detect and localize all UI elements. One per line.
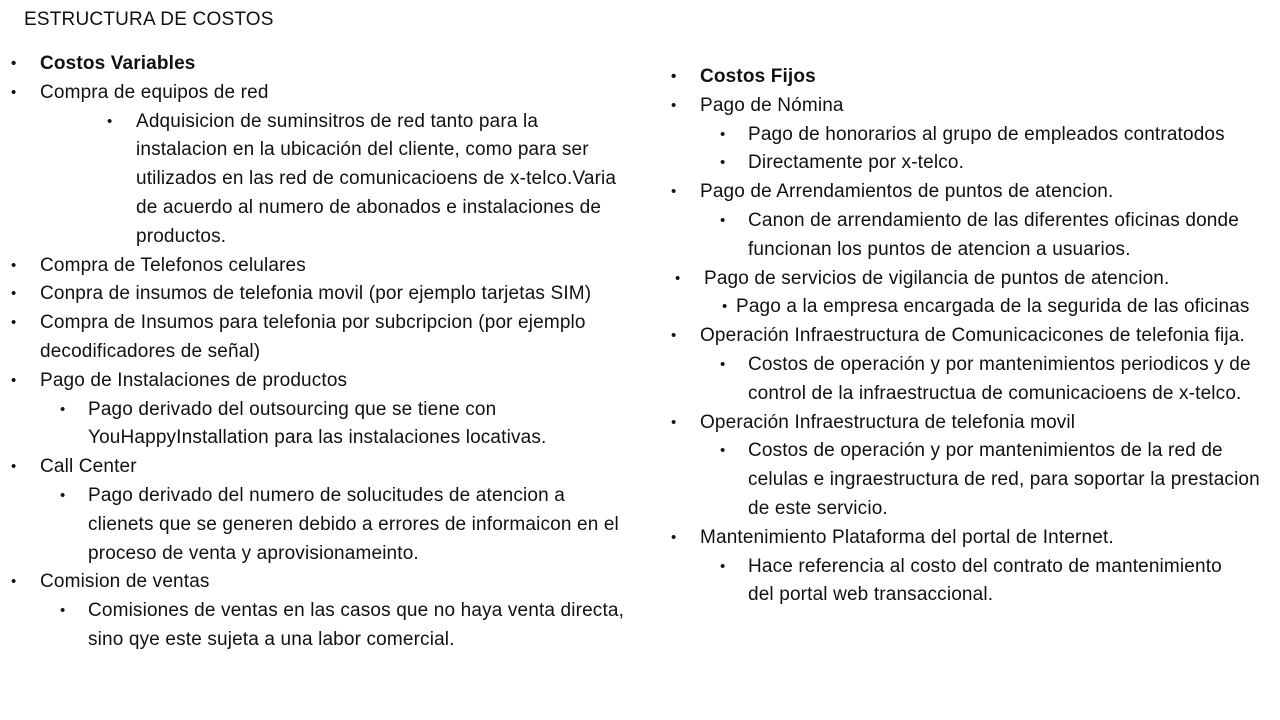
list-item: • Costos de operación y por mantenimientos periodicos y de control de la infraestructua de comunicacioens de x-telco.: [0, 351, 1280, 409]
list-item: • Canon de arrendamiento de las diferentes oficinas donde funcionan los puntos de atencion a usuarios.: [0, 207, 1280, 265]
list-item: • Pago de Arrendamientos de puntos de atencion.: [0, 178, 1280, 207]
page-title: ESTRUCTURA DE COSTOS: [24, 9, 274, 30]
list-item: • Hace referencia al costo del contrato de mantenimiento del portal web transaccional.: [0, 553, 1280, 611]
list-item: • Pago derivado del outsourcing que se tiene con YouHappyInstallation para las instalaciones locativas.: [0, 396, 640, 454]
list-item: • Pago derivado del numero de solucitudes de atencion a clienets que se generen debido a errores de informaicon en el proceso de venta y aprovisionameinto.: [0, 482, 640, 568]
list-item: • Adquisicion de suminsitros de red tanto para la instalacion en la ubicación del cliente, como para ser utilizados en las red de comunicacioens de x-telco.Varia de acuerdo al numero de abonados e instalaciones de productos.: [0, 108, 640, 252]
list-item: • Compra de equipos de red: [0, 79, 640, 108]
list-item: • Pago a la empresa encargada de la segurida de las oficinas: [0, 293, 1280, 322]
list-item: • Operación Infraestructura de Comunicacicones de telefonia fija.: [0, 322, 1280, 351]
list-item: • Compra de Telefonos celulares: [0, 252, 640, 281]
list-item: • Directamente por x-telco.: [0, 149, 1280, 178]
list-item: • Call Center: [0, 453, 640, 482]
list-item: • Comisiones de ventas en las casos que no haya venta directa, sino qye este sujeta a una labor comercial.: [0, 597, 640, 655]
list-item: • Costos de operación y por mantenimientos de la red de celulas e ingraestructura de red, para soportar la prestacion de este servicio.: [0, 437, 1280, 523]
list-item: • Operación Infraestructura de telefonia movil: [0, 409, 1280, 438]
list-item: • Costos Variables: [0, 50, 640, 79]
list-item: • Mantenimiento Plataforma del portal de Internet.: [0, 524, 1280, 553]
list-item: • Pago de Instalaciones de productos: [0, 367, 640, 396]
list-item: • Pago de honorarios al grupo de empleados contratodos: [0, 121, 1280, 150]
list-item: • Pago de Nómina: [0, 92, 1280, 121]
list-item: • Compra de Insumos para telefonia por subcripcion (por ejemplo decodificadores de señal): [0, 309, 640, 367]
list-item: • Costos Fijos: [0, 63, 1280, 92]
list-item: • Comision de ventas: [0, 568, 640, 597]
fixed-costs-list: [0, 63, 1280, 610]
list-item: • Pago de servicios de vigilancia de puntos de atencion.: [0, 265, 1280, 294]
list-item: • Conpra de insumos de telefonia movil (por ejemplo tarjetas SIM): [0, 280, 640, 309]
